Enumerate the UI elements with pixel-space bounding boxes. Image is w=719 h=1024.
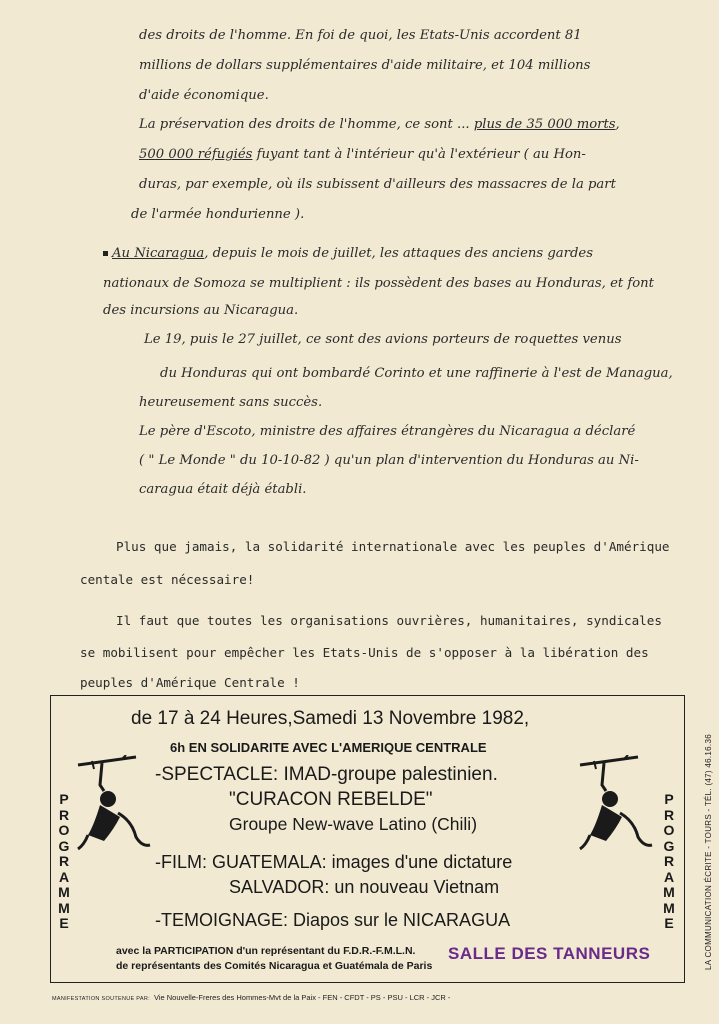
programme-letter: G <box>663 837 675 854</box>
programme-letter: E <box>59 915 69 931</box>
typed-line: centale est nécessaire! <box>80 572 255 587</box>
poster-solidarity-line: 6h EN SOLIDARITE AVEC L'AMERIQUE CENTRALE <box>170 740 487 755</box>
programme-vertical-left <box>57 792 71 932</box>
hand-line: d'aide économique. <box>139 88 269 103</box>
poster-participation: de représentants des Comités Nicaragua et Guatémala de Paris <box>116 960 433 972</box>
hand-line: de l'armée hondurienne ). <box>131 207 305 222</box>
programme-letter: M <box>663 884 675 900</box>
programme-letter: R <box>663 806 675 823</box>
typed-line: Il faut que toutes les organisations ouvrières, humanitaires, syndicales <box>116 613 662 628</box>
programme-letter: O <box>663 822 675 838</box>
printer-credit: LA COMMUNICATION ÉCRITE - TOURS - TÉL. (47) 46.16.36 <box>704 734 713 970</box>
programme-letter: R <box>58 806 70 823</box>
programme-letter: G <box>58 837 70 854</box>
hand-line: caragua était déjà établi. <box>139 482 307 497</box>
programme-letter: R <box>663 853 675 869</box>
typed-line: peuples d'Amérique Centrale ! <box>80 675 300 690</box>
hand-line: des incursions au Nicaragua. <box>103 303 299 318</box>
hand-line: des droits de l'homme. En foi de quoi, les Etats-Unis accordent 81 <box>139 28 582 43</box>
supporters-footer: MANIFESTATION SOUTENUE PAR: Vie Nouvelle-Freres des Hommes-Mvt de la Paix - FEN - CFDT - PS - PSU - LCR - JCR - <box>52 993 451 1002</box>
hand-line: ( " Le Monde " du 10-10-82 ) qu'un plan d'intervention du Honduras au Ni- <box>139 453 639 468</box>
programme-letter: A <box>663 868 675 885</box>
hand-line: Le père d'Escoto, ministre des affaires étrangères du Nicaragua a déclaré <box>139 424 636 439</box>
hand-line: 500 000 réfugiés fuyant tant à l'intérieur qu'à l'extérieur ( au Hon- <box>139 147 586 162</box>
poster-temoignage: -TEMOIGNAGE: Diapos sur le NICARAGUA <box>155 910 511 930</box>
guerrilla-figure-left-icon <box>74 755 154 855</box>
programme-letter: O <box>58 822 70 838</box>
typed-line: se mobilisent pour empêcher les Etats-Unis de s'opposer à la libération des <box>80 645 649 660</box>
poster-participation: avec la PARTICIPATION d'un représentant du F.D.R.-F.M.L.N. <box>116 945 416 957</box>
hand-line: La préservation des droits de l'homme, ce sont ... plus de 35 000 morts, <box>139 117 620 132</box>
hand-line: nationaux de Somoza se multiplient : ils possèdent des bases au Honduras, et font <box>103 276 654 291</box>
hand-line: du Honduras qui ont bombardé Corinto et une raffinerie à l'est de Managua, <box>160 366 673 381</box>
programme-letter: A <box>58 868 70 885</box>
programme-letter: E <box>664 915 674 931</box>
hand-line: heureusement sans succès. <box>139 395 323 410</box>
poster-salvador: SALVADOR: un nouveau Vietnam <box>229 877 500 897</box>
hand-line: Au Nicaragua, depuis le mois de juillet, les attaques des anciens gardes <box>103 246 593 261</box>
hand-line: Le 19, puis le 27 juillet, ce sont des avions porteurs de roquettes venus <box>144 332 622 347</box>
typed-line: Plus que jamais, la solidarité internationale avec les peuples d'Amérique <box>116 539 670 554</box>
poster-film: -FILM: GUATEMALA: images d'une dictature <box>155 852 513 872</box>
hand-line: millions de dollars supplémentaires d'aide militaire, et 104 millions <box>139 58 591 73</box>
programme-letter: M <box>663 899 675 916</box>
poster-groupe: Groupe New-wave Latino (Chili) <box>229 814 478 834</box>
guerrilla-figure-right-icon <box>576 755 656 855</box>
poster-venue: SALLE DES TANNEURS <box>448 944 651 963</box>
poster-curacon: "CURACON REBELDE" <box>229 789 433 810</box>
programme-vertical-right <box>662 792 676 932</box>
programme-letter: R <box>58 853 70 869</box>
poster-date-line: de 17 à 24 Heures,Samedi 13 Novembre 1982, <box>131 708 530 729</box>
programme-letter: M <box>58 899 70 916</box>
programme-letter: M <box>58 884 70 900</box>
hand-line: duras, par exemple, où ils subissent d'ailleurs des massacres de la part <box>139 177 616 192</box>
programme-letter: P <box>59 791 69 807</box>
poster-spectacle: -SPECTACLE: IMAD-groupe palestinien. <box>155 764 498 785</box>
bullet-icon <box>103 251 108 256</box>
programme-letter: P <box>664 791 674 807</box>
